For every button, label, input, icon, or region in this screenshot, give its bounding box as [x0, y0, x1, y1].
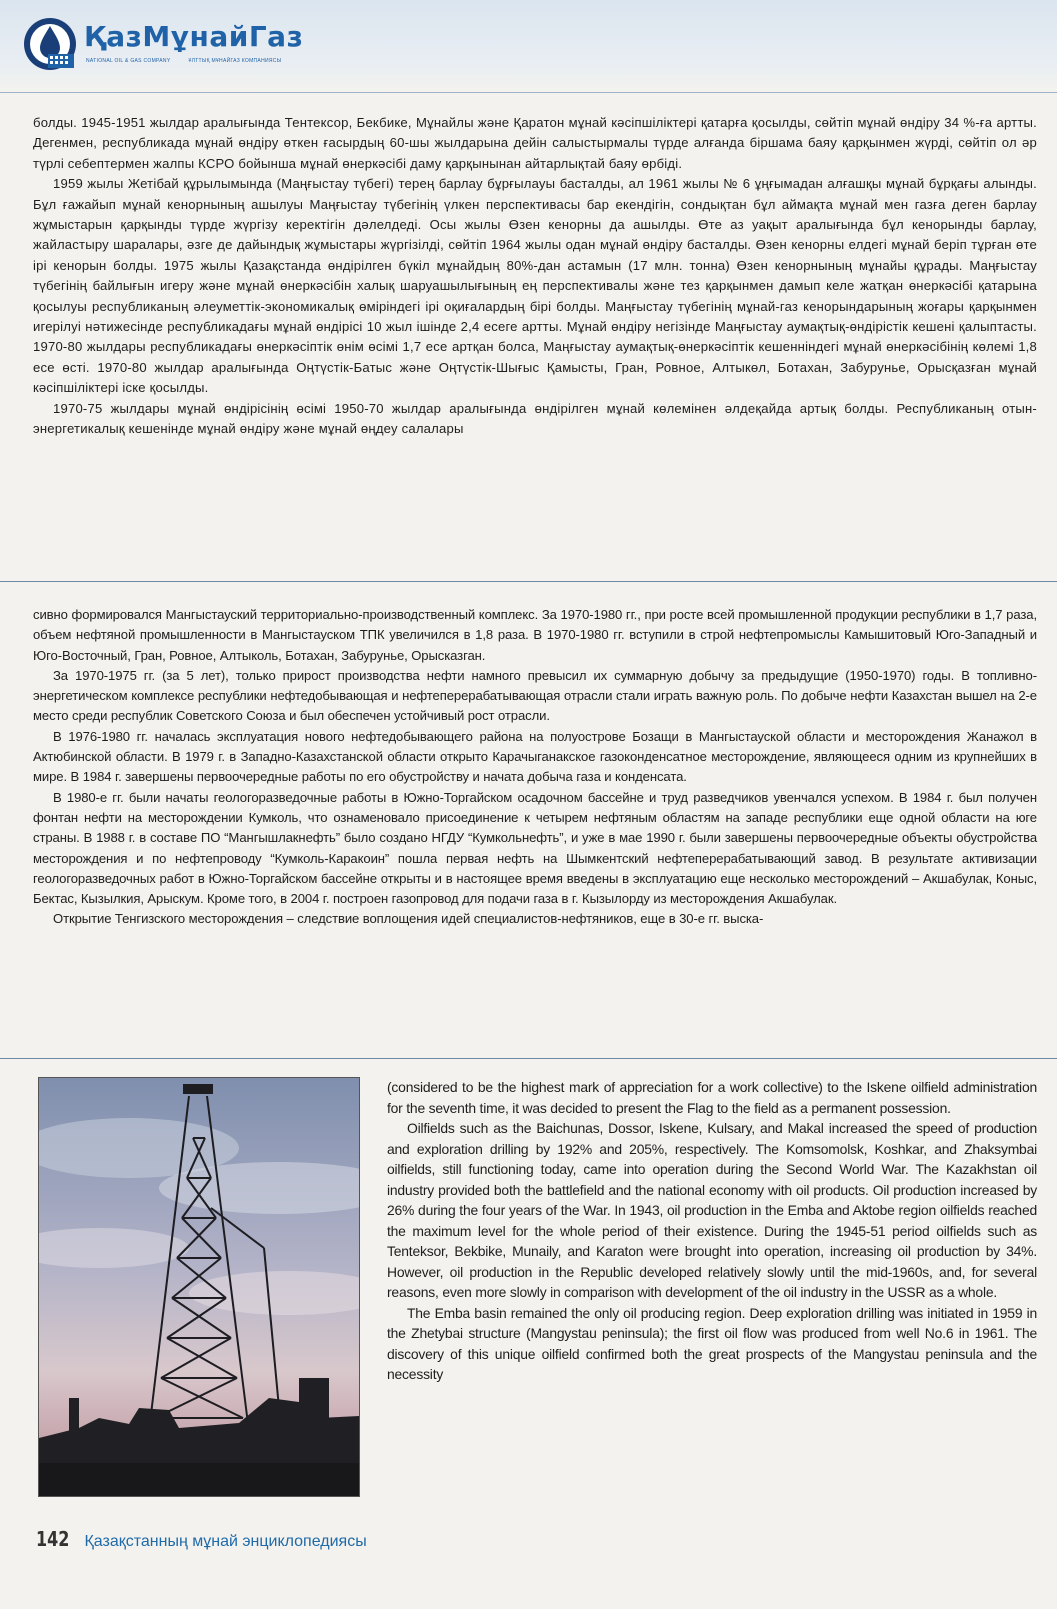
- russian-paragraph-4: В 1980-е гг. были начаты геологоразведочные работы в Южно-Торгайском осадочном бассейне и труд разведчиков увенчался успехом. В 1984 г. был получен фонтан нефти на месторождении Кумколь, что ознаменовало присоединение к четырем нефтяным областям на западе республики еще одной области на юге страны. В 1988 г. в составе ПО “Мангышлакнефть” было создано НГДУ “Кумкольнефть”, и уже в мае 1990 г. были завершены первоочередные объекты обустройства месторождения и по нефтепроводу “Кумколь-Каракоин” пошла первая нефть на Шымкентский нефтеперерабатывающий завод. В результате активизации геологоразведочных работ в Южно-Торгайском бассейне открыты и в настоящее время введены в эксплуатацию еще несколько месторождений – Акшабулак, Коныс, Бектас, Кызылкия, Арыскум. Кроме того, в 2004 г. построен газопровод для подачи газа в г. Кызылорду из месторождения Акшабулак.: [33, 789, 1037, 907]
- russian-paragraph-2: За 1970-1975 гг. (за 5 лет), только прирост производства нефти намного превысил их суммарную добычу за предыдущие (1950-1970) годы. В топливно-энергетическом комплексе республики нефтедобывающая и нефтеперерабатывающая отрасли стали играть важную роль. По добыче нефти Казахстан вышел на 2-е место среди республик Советского Союза и был обеспечен устойчивый рост отрасли.: [33, 667, 1037, 724]
- english-paragraph-2: Oilfields such as the Baichunas, Dossor, Iskene, Kulsary, and Makal increased the speed of production and exploration drilling by 192% and 205%, respectively. The Komsomolsk, Koshkar, and Zhaksymbai oilfields, still functioning today, came into operation during the Second World War. The Kazakhstan oil industry provided both the battlefield and the national economy with oil products. Oil production increased by 26% during the four years of the War. In 1943, oil production in the Emba and Aktobe region oilfields reached the maximum level for the whole period of their existence. During the 1945-51 period oilfields such as Tenteksor, Bekbike, Munaily, and Karaton were brought into operation, increasing oil production by 34%. However, oil production in the Republic developed relatively slowly until the mid-1960s, and, for several reasons, even more slowly in comparison with development of the oil industry in the USSR as a whole.: [387, 1120, 1037, 1300]
- kazakh-text-section: [33, 113, 1037, 440]
- logo-subtitle-right: ҰЛТТЫҚ МҰНАЙГАЗ КОМПАНИЯСЫ: [188, 58, 282, 64]
- logo-subtitle: [86, 58, 299, 64]
- section-divider-1: [0, 581, 1057, 582]
- drilling-rig-illustration: [39, 1078, 359, 1496]
- drilling-rig-photo: [38, 1077, 360, 1497]
- kazakh-paragraph-2: 1959 жылы Жетібай құрылымында (Маңғыстау түбегі) терең барлау бұрғылауы басталды, ал 1961 жылы № 6 ұңғымадан алғашқы мұнай бұрқағы алынды. Бұл ғажайып мұнай кенорнының ашылуы Маңғыстау түбегінің үлкен перспективасы бар екендігін, сондықтан бұл аймақта мұнай мен газға деген барлау жұмыстарын қарқынды түрде жүргізу керектігін дәлелдеді. Осы жылы Өзен кенорны да ашылды. Өте аз уақыт аралығында бұл кенорынды барлау, жайластыру шаралары, әзге де дайындық жұмыстары жүргізілді, сөйтіп 1964 жылы одан мұнай өндіру басталды. Өзен кенорны елдегі мұнай беріп тұрған өте ірі кенорын болды. 1975 жылы Қазақстанда өндірілген бүкіл мұнайдың 80%-дан астамын (17 млн. тонна) Өзен кенорнының мұнайы құрады. Маңғыстау түбегінің байлығын игеру және мұнай өнеркәсібін халық шаруашылығының ең перспективалы және тез қарқынмен дамып келе жатқан өнеркәсібі қатарына қосылуы республиканың әлеуметтік-экономикалық өміріндегі ірі оқиғалардың бірі болды. Маңғыстау түбегінің мұнай-газ кенорындарының жоғары қарқынмен игерілуі нәтижесінде республикадағы мұнай өндірісі 10 жыл ішінде 2,4 есеге артты. Мұнай өндіру негізінде Маңғыстау аумақтық-өндірістік кешені қалыптасты. 1970-80 жылдары республикадағы өнеркәсіптік өнім өсімі 1,7 есе артқан болса, Маңғыстау аумақтық-өнеркәсіптік кешенніндегі мұнай өнеркәсібінің көлемі 1,8 есе өсті. 1970-80 жылдар аралығында Оңтүстік-Батыс және Оңтүстік-Шығыс Қамысты, Гран, Ровное, Алтыкөл, Ботахан, Забурунье, Орысқазған мұнай кәсіпшіліктері іске қосылды.: [33, 176, 1037, 396]
- page-footer: [36, 1527, 367, 1551]
- russian-paragraph-5: Открытие Тенгизского месторождения – следствие воплощения идей специалистов-нефтяников, еще в 30-е гг. выска-: [53, 911, 764, 927]
- book-title: Қазақстанның мұнай энциклопедиясы: [84, 1533, 367, 1550]
- logo-wordmark: ҚазМұнайГаз: [84, 20, 304, 53]
- page-header: [0, 0, 1057, 93]
- english-paragraph-1: (considered to be the highest mark of appreciation for a work collective) to the Iskene oilfield administration for the seventh time, it was decided to present the Flag to the field as a permanent possession.: [387, 1079, 1037, 1116]
- english-paragraph-3: The Emba basin remained the only oil producing region. Deep exploration drilling was initiated in 1959 in the Zhetybai structure (Mangystau peninsula); the first oil flow was produced from well No.6 in 1961. The discovery of this unique oilfield confirmed both the great prospects of the Mangystau peninsula and the necessity: [387, 1304, 1037, 1382]
- kazakh-paragraph-3: 1970-75 жылдары мұнай өндірісінің өсімі 1950-70 жылдар аралығында өндірілген мұнай көлемінен әлдеқайда артық болды. Республиканың отын-энергетикалық кешенінде мұнай өндіру және мұнай өңдеу салалары: [33, 400, 1037, 437]
- russian-paragraph-3: В 1976-1980 гг. началась эксплуатация нового нефтедобывающего района на полуострове Бозащи в Мангыстауской области и месторождения Жанажол в Актюбинской области. В 1979 г. в Западно-Казахстанской области открыто Карачыганакское газоконденсатное месторождение, являющееся одним из крупнейших в мире. В 1984 г. завершены первоочередные работы по его обустройству и начата добыча газа и конденсата.: [33, 728, 1037, 785]
- kazmunaigas-logo: [22, 14, 322, 74]
- russian-paragraph-1: сивно формировался Мангыстауский территориально-производственный комплекс. За 1970-1980 гг., при росте всей промышленной продукции республики в 1,7 раза, объем нефтяной промышленности в Мангыстауском ТПК увеличился в 1,8 раза. В 1970-1980 гг. вступили в строй нефтепромыслы Камышитовый Юго-Западный и Юго-Восточный, Гран, Ровное, Алтыколь, Ботахан, Забурунье, Орысказган.: [33, 607, 1037, 663]
- logo-subtitle-left: NATIONAL OIL & GAS COMPANY: [86, 58, 171, 64]
- english-text-section: [387, 1077, 1037, 1385]
- page-number: 142: [36, 1527, 70, 1551]
- oil-drop-logo-icon: [22, 14, 82, 74]
- kazakh-paragraph-1: болды. 1945-1951 жылдар аралығында Тентексор, Бекбике, Мұнайлы және Қаратон мұнай кәсіпшіліктері қатарға қосылды, сөйтіп мұнай өндіру 34 %-ға артты. Дегенмен, республикада мұнай өндіру өткен ғасырдың 60-шы жылдарына дейін салыстырмалы түрде алғанда біршама баяу қарқынмен жүрді, сөйтіп ол әр түрлі себептермен жалпы КСРО бойынша мұнай өнеркәсібі даму қарқынынан айтарлықтай баяу өрбіді.: [33, 115, 1037, 171]
- section-divider-2: [0, 1058, 1057, 1059]
- russian-text-section: [33, 605, 1037, 930]
